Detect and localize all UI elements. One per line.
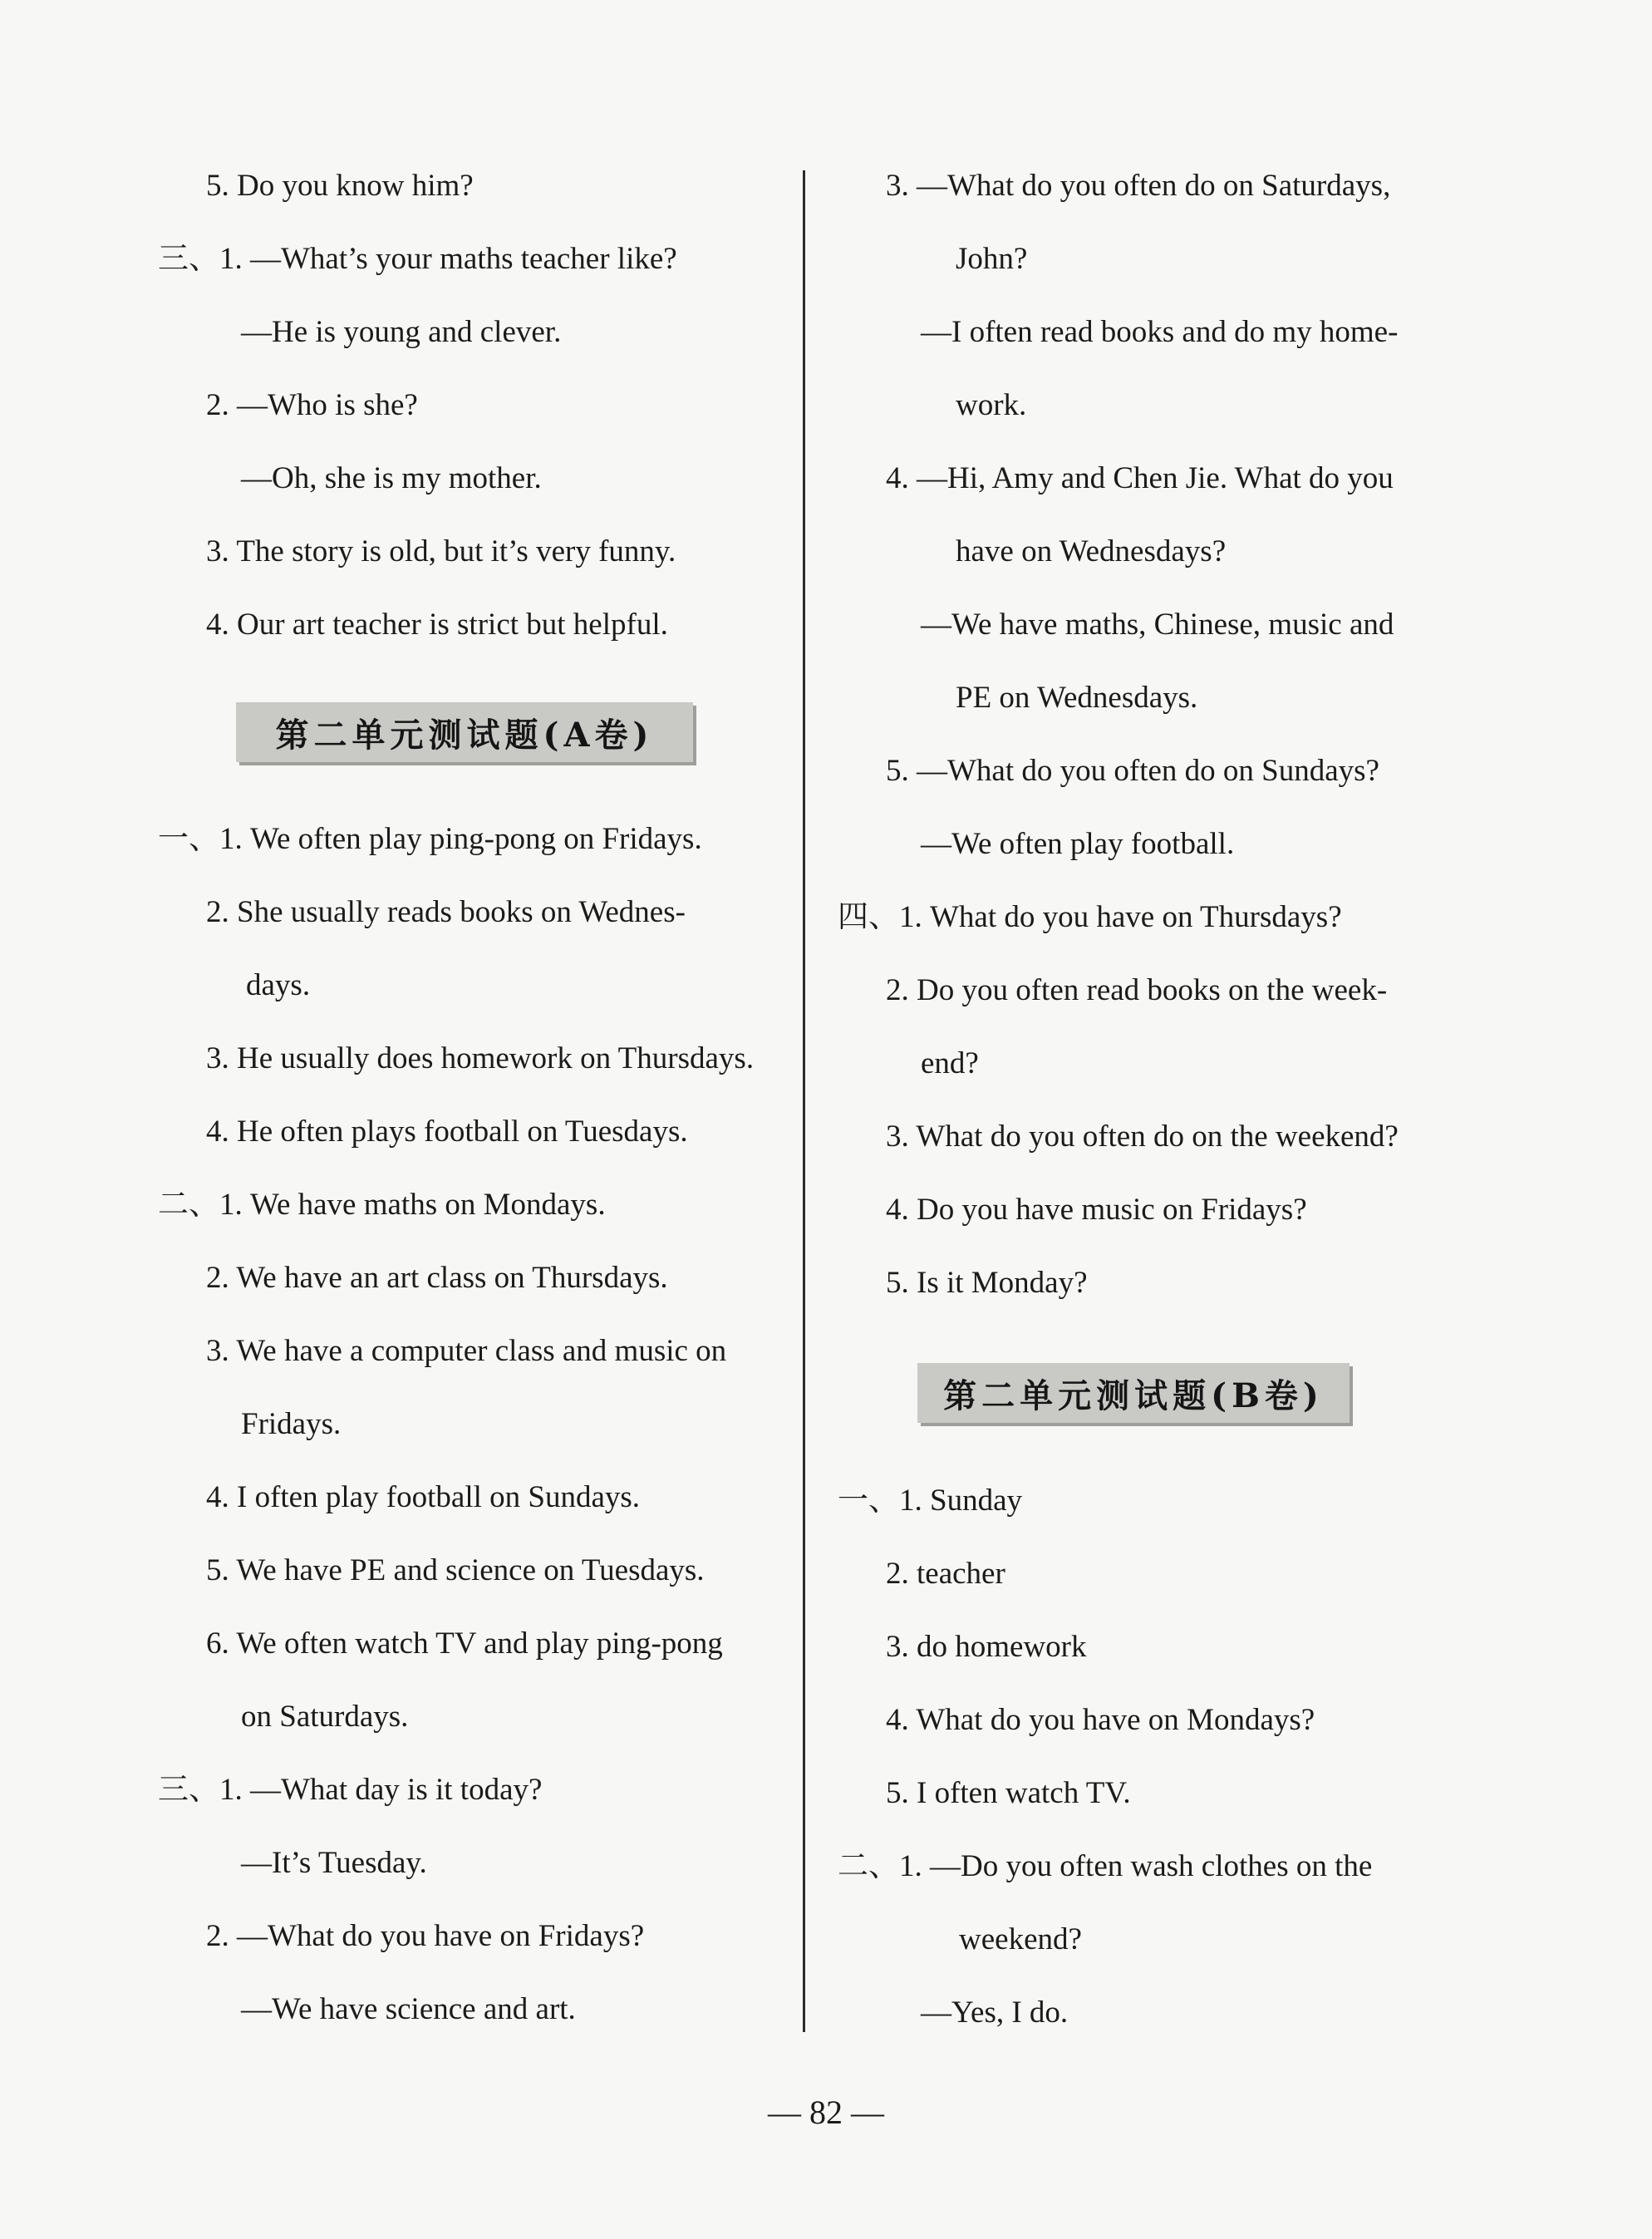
answer-line: 4. I often play football on Sundays.: [206, 1480, 641, 1514]
answer-line: John?: [956, 242, 1028, 276]
answer-line: 3. do homework: [886, 1630, 1087, 1664]
answer-line: 5. —What do you often do on Sundays?: [886, 754, 1379, 788]
page-number: [0, 2094, 1652, 2131]
answer-line: 4. Our art teacher is strict but helpful.: [206, 608, 668, 642]
page-number-dash-right: —: [843, 2094, 884, 2131]
section-heading-b: [917, 1363, 1350, 1423]
answer-line: —We have science and art.: [241, 1992, 576, 2026]
answer-line: Fridays.: [241, 1407, 342, 1441]
section-heading-a-text: 第二单元测试题(A卷): [275, 715, 654, 755]
answer-line: have on Wednesdays?: [956, 534, 1227, 568]
answer-line: 3. He usually does homework on Thursdays.: [206, 1041, 755, 1075]
page-number-dash-left: —: [768, 2094, 809, 2131]
answer-line: 四、1. What do you have on Thursdays?: [838, 900, 1342, 934]
answer-line: 三、1. —What’s your maths teacher like?: [158, 242, 677, 276]
answer-line: 2. We have an art class on Thursdays.: [206, 1261, 668, 1295]
answer-line: PE on Wednesdays.: [956, 681, 1198, 715]
answer-line: 4. —Hi, Amy and Chen Jie. What do you: [886, 461, 1394, 495]
answer-line: 二、1. We have maths on Mondays.: [158, 1188, 606, 1222]
answer-line: 一、1. We often play ping-pong on Fridays.: [158, 822, 702, 856]
answer-line: 2. teacher: [886, 1557, 1005, 1591]
answer-line: 二、1. —Do you often wash clothes on the: [838, 1849, 1373, 1883]
answer-line: 一、1. Sunday: [838, 1484, 1022, 1518]
answer-line: 2. —Who is she?: [206, 388, 418, 422]
answer-line: —It’s Tuesday.: [241, 1846, 427, 1880]
answer-line: weekend?: [959, 1922, 1082, 1956]
answer-line: 2. Do you often read books on the week-: [886, 973, 1388, 1007]
page-number-value: 82: [809, 2094, 843, 2131]
answer-line: 4. He often plays football on Tuesdays.: [206, 1115, 688, 1149]
answer-line: 三、1. —What day is it today?: [158, 1773, 543, 1807]
answer-line: days.: [246, 968, 311, 1002]
column-divider: [803, 170, 805, 2032]
answer-line: 6. We often watch TV and play ping-pong: [206, 1626, 723, 1661]
answer-line: 4. What do you have on Mondays?: [886, 1703, 1315, 1737]
answer-line: 3. The story is old, but it’s very funny.: [206, 534, 676, 568]
section-heading-a: [236, 702, 693, 762]
answer-line: 5. Is it Monday?: [886, 1266, 1088, 1300]
answer-line: —Oh, she is my mother.: [241, 461, 542, 495]
section-heading-b-text: 第二单元测试题(B卷): [943, 1375, 1324, 1415]
answer-line: end?: [921, 1046, 979, 1080]
answer-line: 4. Do you have music on Fridays?: [886, 1193, 1307, 1227]
answer-line: 5. I often watch TV.: [886, 1776, 1131, 1810]
answer-line: —We have maths, Chinese, music and: [921, 608, 1394, 642]
answer-line: —He is young and clever.: [241, 315, 562, 349]
answer-line: 3. What do you often do on the weekend?: [886, 1120, 1399, 1154]
answer-line: work.: [956, 388, 1027, 422]
answer-line: 3. We have a computer class and music on: [206, 1334, 727, 1368]
answer-line: 3. —What do you often do on Saturdays,: [886, 169, 1391, 203]
answer-line: —Yes, I do.: [921, 1995, 1069, 2030]
answer-line: —I often read books and do my home-: [921, 315, 1399, 349]
answer-line: on Saturdays.: [241, 1700, 409, 1734]
answer-line: 5. Do you know him?: [206, 169, 474, 203]
answer-line: —We often play football.: [921, 827, 1235, 861]
answer-line: 2. She usually reads books on Wednes-: [206, 895, 686, 929]
answer-line: 2. —What do you have on Fridays?: [206, 1919, 645, 1953]
answer-line: 5. We have PE and science on Tuesdays.: [206, 1553, 705, 1587]
